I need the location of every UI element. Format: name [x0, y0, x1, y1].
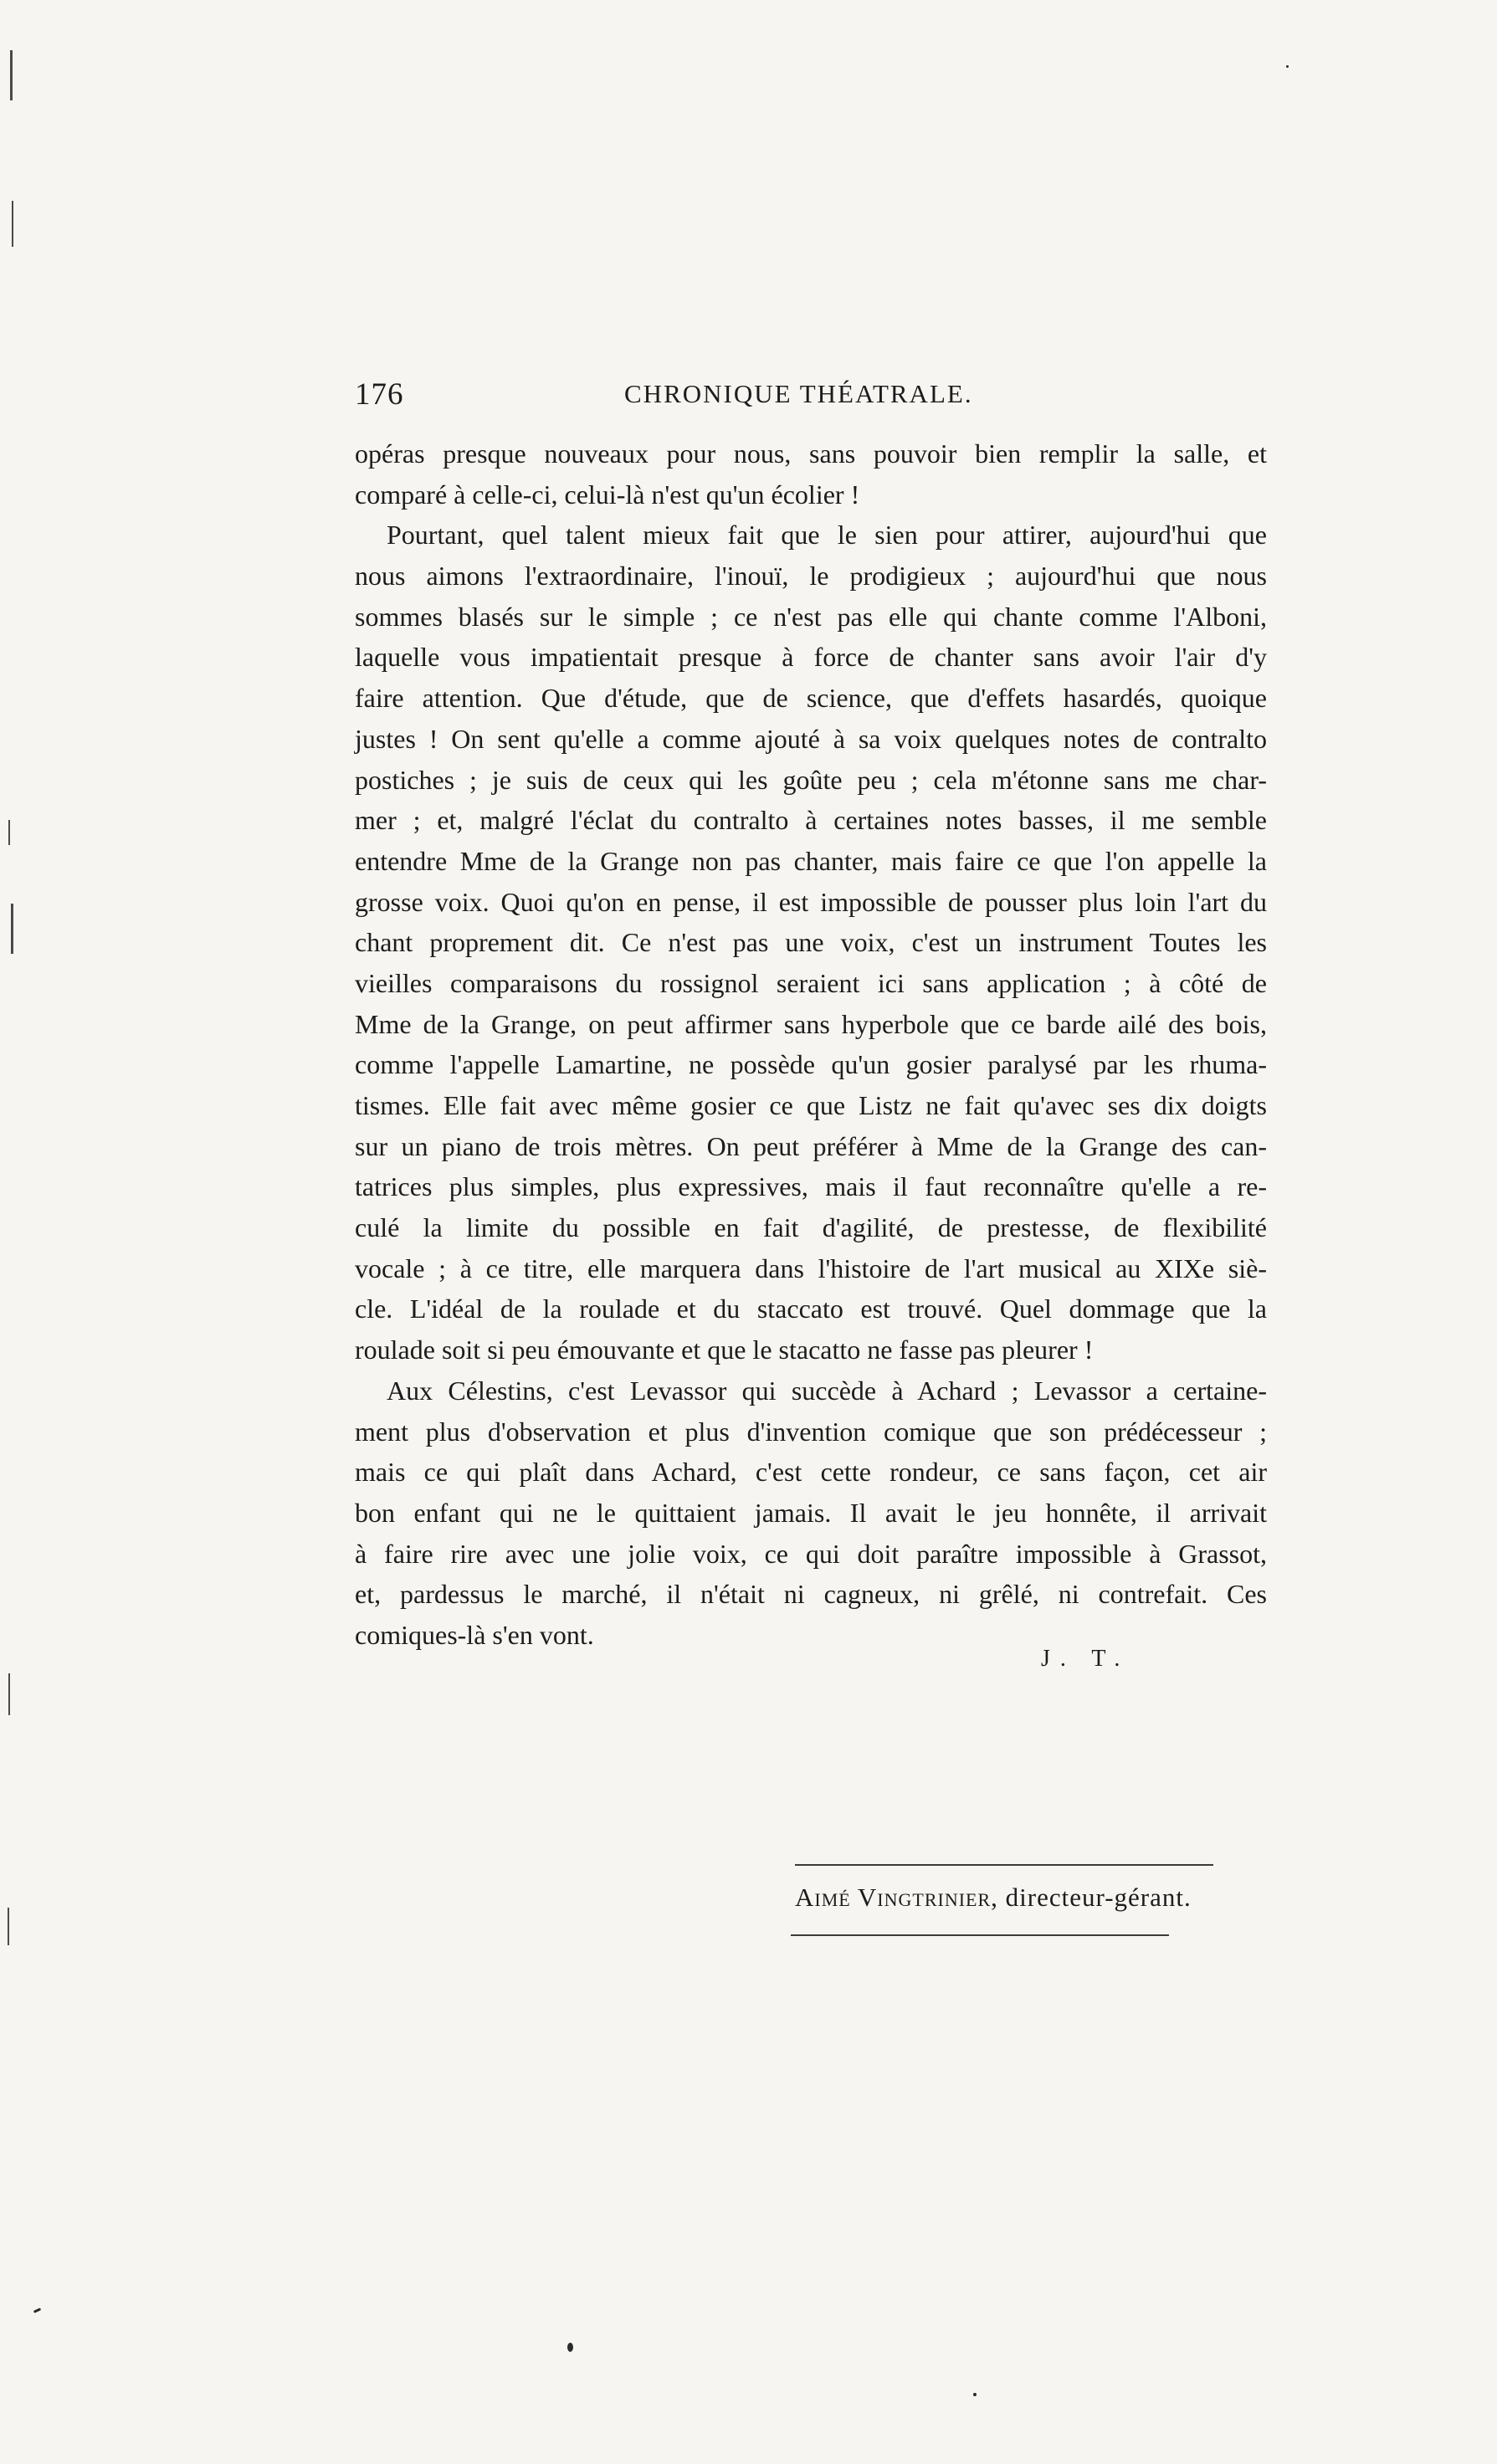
paragraph-start-line: Pourtant, quel talent mieux fait que le sien pour attirer, aujourd'hui que [387, 520, 1267, 551]
text-line: mais ce qui plaît dans Achard, c'est cette rondeur, ce sans façon, cet air [355, 1457, 1267, 1488]
text-line: roulade soit si peu émouvante et que le stacatto ne fasse pas pleurer ! [355, 1334, 1094, 1365]
author-signature: J. T. [1041, 1646, 1130, 1672]
page-number: 176 [355, 377, 404, 412]
text-line: à faire rire avec une jolie voix, ce qui doit paraître impossible à Grassot, [355, 1538, 1267, 1569]
imprint-line [795, 1883, 1192, 1913]
binding-edge-mark [10, 50, 13, 100]
binding-edge-mark [12, 201, 13, 247]
text-line: et, pardessus le marché, il n'était ni cagneux, ni grêlé, ni contrefait. Ces [355, 1579, 1267, 1610]
text-line: laquelle vous impatientait presque à force de chanter sans avoir l'air d'y [355, 642, 1267, 673]
text-line: nous aimons l'extraordinaire, l'inouï, le prodigieux ; aujourd'hui que nous [355, 561, 1267, 592]
text-line: chant proprement dit. Ce n'est pas une voix, c'est un instrument Toutes les [355, 927, 1267, 958]
imprint-rule-top [795, 1864, 1213, 1866]
text-line: cle. L'idéal de la roulade et du staccato est trouvé. Quel dommage que la [355, 1293, 1267, 1324]
binding-edge-mark [8, 1908, 9, 1945]
text-line: sur un piano de trois mètres. On peut préférer à Mme de la Grange des can- [355, 1130, 1267, 1161]
text-line: tatrices plus simples, plus expressives, mais il faut reconnaître qu'elle a re- [355, 1171, 1267, 1202]
text-line: comiques-là s'en vont. [355, 1619, 594, 1650]
text-line: tismes. Elle fait avec même gosier ce que Listz ne fait qu'avec ses dix doigts [355, 1090, 1267, 1120]
text-line: bon enfant qui ne le quittaient jamais. Il avait le jeu honnête, il arrivait [355, 1497, 1267, 1528]
text-line: faire attention. Que d'étude, que de science, que d'effets hasardés, quoique [355, 683, 1267, 714]
text-line: comparé à celle-ci, celui-là n'est qu'un écolier ! [355, 479, 860, 510]
text-line: vocale ; à ce titre, elle marquera dans l'histoire de l'art musical au XIXe siè- [355, 1252, 1267, 1283]
article-body [355, 433, 1267, 1656]
binding-edge-mark [8, 1673, 10, 1715]
ink-speck [33, 2308, 41, 2313]
binding-edge-mark [8, 820, 10, 845]
ink-speck [567, 2343, 573, 2352]
text-line: Mme de la Grange, on peut affirmer sans hyperbole que ce barde ailé des bois, [355, 1008, 1267, 1039]
running-title: CHRONIQUE THÉATRALE. [624, 379, 973, 408]
binding-edge-mark [11, 904, 13, 954]
paragraph-start-line: Aux Célestins, c'est Levassor qui succède à Achard ; Levassor a certaine- [387, 1375, 1267, 1406]
text-line: grosse voix. Quoi qu'on en pense, il est impossible de pousser plus loin l'art du [355, 886, 1267, 917]
text-line: justes ! On sent qu'elle a comme ajouté à sa voix quelques notes de contralto [355, 723, 1267, 754]
text-line: entendre Mme de la Grange non pas chanter, mais faire ce que l'on appelle la [355, 845, 1267, 876]
ink-speck [1286, 65, 1289, 68]
text-line: culé la limite du possible en fait d'agilité, de prestesse, de flexibilité [355, 1212, 1267, 1243]
text-line: sommes blasés sur le simple ; ce n'est pas elle qui chante comme l'Alboni, [355, 601, 1267, 632]
text-line: ment plus d'observation et plus d'invention comique que son prédécesseur ; [355, 1416, 1267, 1447]
text-line: mer ; et, malgré l'éclat du contralto à certaines notes basses, il me semble [355, 805, 1267, 836]
imprint-rule-bottom [791, 1934, 1169, 1936]
text-line: comme l'appelle Lamartine, ne possède qu'un gosier paralysé par les rhuma- [355, 1049, 1267, 1080]
text-line: postiches ; je suis de ceux qui les goûte peu ; cela m'étonne sans me char- [355, 764, 1267, 795]
running-head [355, 377, 1230, 418]
text-line: vieilles comparaisons du rossignol seraient ici sans application ; à côté de [355, 967, 1267, 998]
ink-speck [973, 2393, 977, 2396]
imprint-name: Aimé Vingtrinier [795, 1883, 992, 1912]
text-line: opéras presque nouveaux pour nous, sans pouvoir bien remplir la salle, et [355, 438, 1267, 469]
imprint-role: , directeur-gérant. [991, 1883, 1192, 1912]
